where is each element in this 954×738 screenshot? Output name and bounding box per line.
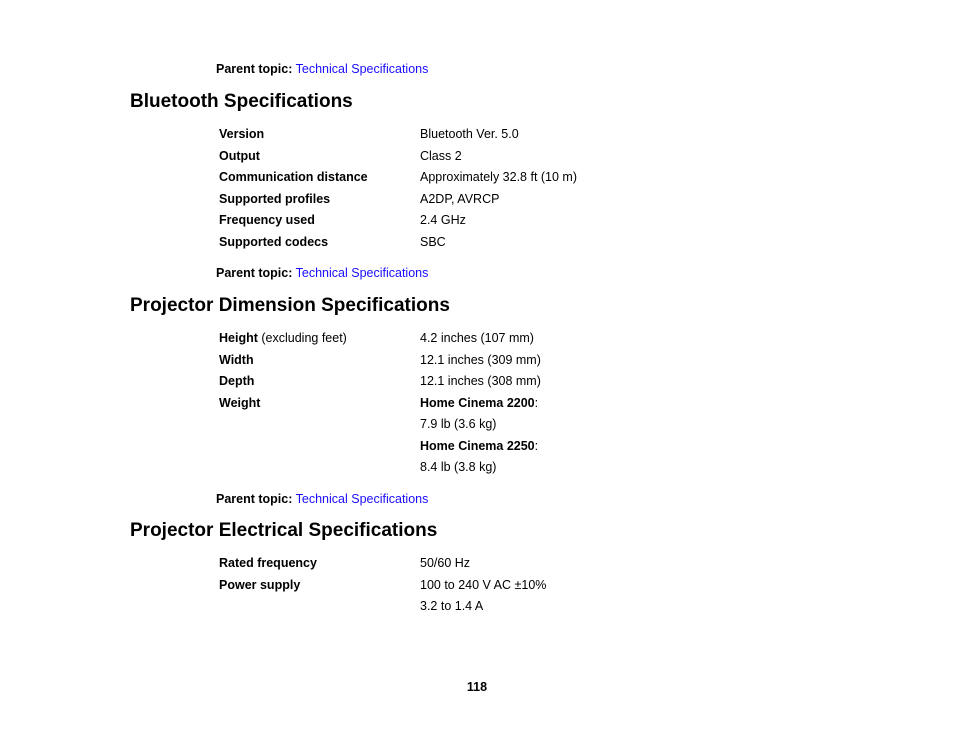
spec-label: Width xyxy=(219,352,254,367)
spec-label: Weight xyxy=(219,395,261,410)
spec-value: Approximately 32.8 ft (10 m) xyxy=(420,170,578,184)
electrical-spec-table xyxy=(219,553,719,618)
electrical-heading: Projector Electrical Specifications xyxy=(130,520,438,541)
spec-value: SBC xyxy=(420,234,446,249)
bluetooth-heading: Bluetooth Specifications xyxy=(130,91,353,112)
table-row xyxy=(219,553,719,575)
spec-label: Supported profiles xyxy=(219,191,331,206)
spec-value: Bluetooth Ver. 5.0 xyxy=(420,127,519,141)
spec-value: Class 2 xyxy=(420,148,462,163)
dimension-heading: Projector Dimension Specifications xyxy=(130,295,450,316)
table-row xyxy=(219,232,719,254)
table-row xyxy=(219,124,719,146)
spec-value: 7.9 lb (3.6 kg) xyxy=(420,417,497,431)
spec-label: Power supply xyxy=(219,577,301,592)
colon: : xyxy=(534,395,539,410)
dimension-spec-table xyxy=(219,328,719,479)
technical-specifications-link[interactable]: Technical Specifications xyxy=(295,266,429,280)
table-row xyxy=(219,414,719,436)
spec-label: Communication distance xyxy=(219,170,368,184)
table-row xyxy=(219,457,719,479)
colon: : xyxy=(534,438,539,453)
table-row xyxy=(219,146,719,168)
table-row xyxy=(219,210,719,232)
parent-topic-label: Parent topic: xyxy=(216,62,293,76)
spec-value: 100 to 240 V AC ±10% xyxy=(420,577,547,592)
parent-topic-3 xyxy=(216,492,428,507)
parent-topic-label: Parent topic: xyxy=(216,492,293,506)
spec-label: Depth xyxy=(219,374,255,388)
model-name: Home Cinema 2250 xyxy=(420,438,535,453)
table-row xyxy=(219,436,719,458)
spec-label: Rated frequency xyxy=(219,556,317,570)
model-name: Home Cinema 2200 xyxy=(420,395,535,410)
spec-label: Output xyxy=(219,148,260,163)
spec-value: 12.1 inches (308 mm) xyxy=(420,374,541,388)
bluetooth-spec-table xyxy=(219,124,719,253)
technical-specifications-link[interactable]: Technical Specifications xyxy=(295,62,429,76)
table-row xyxy=(219,350,719,372)
spec-label: Supported codecs xyxy=(219,234,329,249)
spec-value: 2.4 GHz xyxy=(420,213,466,227)
spec-label: Frequency used xyxy=(219,213,315,227)
spec-value: 3.2 to 1.4 A xyxy=(420,599,484,613)
table-row xyxy=(219,393,719,415)
spec-value: 8.4 lb (3.8 kg) xyxy=(420,460,497,474)
table-row xyxy=(219,189,719,211)
spec-label-note: (excluding feet) xyxy=(261,331,347,345)
table-row xyxy=(219,328,719,350)
parent-topic-2 xyxy=(216,266,428,281)
parent-topic-label: Parent topic: xyxy=(216,266,293,280)
technical-specifications-link[interactable]: Technical Specifications xyxy=(295,492,429,506)
spec-label: Height xyxy=(219,331,258,345)
table-row xyxy=(219,371,719,393)
table-row xyxy=(219,596,719,618)
spec-value: 12.1 inches (309 mm) xyxy=(420,352,541,367)
spec-value: A2DP, AVRCP xyxy=(420,191,500,206)
table-row xyxy=(219,167,719,189)
spec-value: 50/60 Hz xyxy=(420,556,471,570)
page-number: 118 xyxy=(466,680,488,694)
table-row xyxy=(219,575,719,597)
spec-label: Version xyxy=(219,127,265,141)
parent-topic-1 xyxy=(216,62,428,77)
spec-value: 4.2 inches (107 mm) xyxy=(420,331,534,345)
